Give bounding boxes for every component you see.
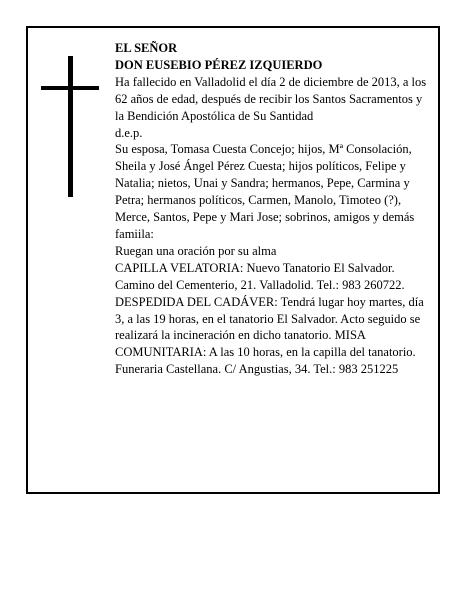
- dep-text: d.e.p.: [115, 125, 143, 140]
- family-list: Su esposa, Tomasa Cuesta Concejo; hijos, Mª Consolación, Sheila y José Ángel Pérez Cuesta; hijos políticos, Felipe y Natalia; nietos, Unai y Sandra; hermanos, Pepe, Carmina y Petra; hermanos políticos, Carmen, Manolo, Timoteo (?), Merce, Santos, Pepe y Mari Jose; sobrinos, amigos y demás famiila:: [115, 142, 415, 241]
- obituary-text: [115, 40, 431, 378]
- chapel-info: CAPILLA VELATORIA: Nuevo Tanatorio El Salvador. Camino del Cementerio, 21. Valladolid. Tel.: 983 260722.: [115, 260, 405, 292]
- prayer-request: Ruegan una oración por su alma: [115, 243, 277, 258]
- farewell-info: DESPEDIDA DEL CADÁVER: Tendrá lugar hoy martes, día 3, a las 19 horas, en el tanatorio El Salvador. Acto seguido se realizará la incineración en dicho tanatorio. MISA COMUNITARIA: A las 10 horas, en la capilla del tanatorio.: [115, 294, 424, 360]
- title-line-1: EL SEÑOR: [115, 41, 178, 55]
- funeral-home-info: Funeraria Castellana. C/ Angustias, 34. Tel.: 983 251225: [115, 362, 399, 377]
- cross-horizontal-bar: [41, 86, 99, 90]
- cross-vertical-bar: [68, 56, 73, 197]
- deceased-name: DON EUSEBIO PÉREZ IZQUIERDO: [115, 57, 323, 72]
- death-announcement: Ha fallecido en Valladolid el día 2 de diciembre de 2013, a los 62 años de edad, después de recibir los Santos Sacramentos y la Bendición Apostólica de Su Santidad: [115, 74, 427, 123]
- obituary-notice: [26, 26, 440, 494]
